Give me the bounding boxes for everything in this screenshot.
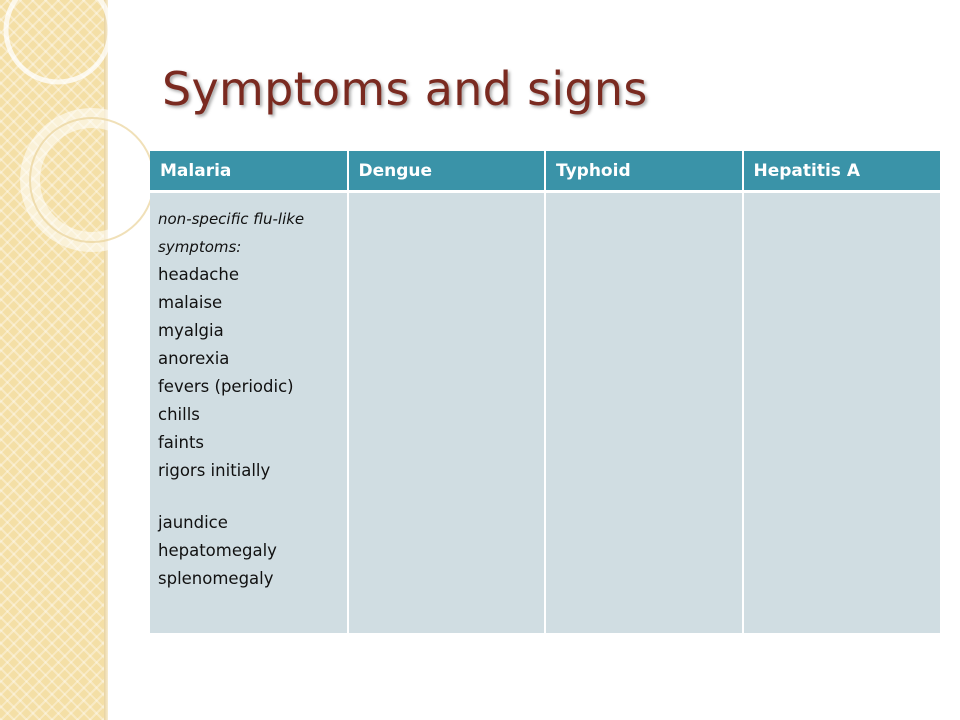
symptoms-table xyxy=(150,151,940,633)
cell-hepatitis-a xyxy=(743,192,941,634)
list-item: faints xyxy=(158,433,205,452)
header-hepatitis-a: Hepatitis A xyxy=(743,151,941,192)
list-item: anorexia xyxy=(158,349,230,368)
table-row xyxy=(150,192,940,634)
list-item: fevers (periodic) xyxy=(158,377,294,396)
malaria-intro-line1: non-specific flu-like xyxy=(158,210,305,228)
list-item: rigors initially xyxy=(158,461,271,480)
list-item: headache xyxy=(158,265,239,284)
malaria-sign-list xyxy=(158,509,337,593)
cell-malaria xyxy=(150,192,348,634)
list-item: malaise xyxy=(158,293,223,312)
list-item: chills xyxy=(158,405,200,424)
list-item: hepatomegaly xyxy=(158,541,277,560)
list-spacer xyxy=(158,485,337,509)
cell-typhoid xyxy=(545,192,743,634)
malaria-intro-line2: symptoms: xyxy=(158,238,242,256)
list-item: splenomegaly xyxy=(158,569,274,588)
list-item: myalgia xyxy=(158,321,224,340)
slide-title: Symptoms and signs xyxy=(162,62,648,116)
cell-dengue xyxy=(348,192,546,634)
header-dengue: Dengue xyxy=(348,151,546,192)
malaria-symptom-list xyxy=(158,261,337,485)
table-header-row xyxy=(150,151,940,192)
list-item: jaundice xyxy=(158,513,228,532)
header-typhoid: Typhoid xyxy=(545,151,743,192)
header-malaria: Malaria xyxy=(150,151,348,192)
